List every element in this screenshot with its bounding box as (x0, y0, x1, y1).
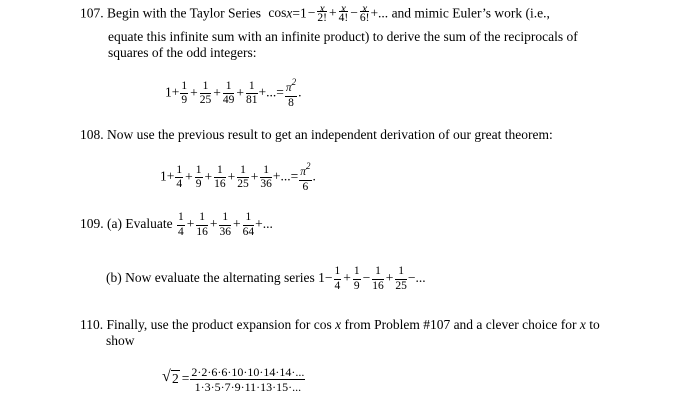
fraction-numerator: 1 (237, 165, 249, 179)
series-fraction (395, 266, 407, 292)
radicand: 2 (172, 370, 179, 386)
series-fraction (175, 165, 183, 191)
series-fraction (219, 212, 231, 238)
problem-109-a: 109. (a) Evaluate $\frac{1}{4}$ + $\frac{1}{16}$ + $\frac{1}{36}$ + $\frac{1}{64}$ +... (80, 211, 273, 238)
series-tail: +...= (258, 84, 284, 100)
problem-text-to: to (589, 317, 600, 332)
fraction-numerator: 1 (180, 81, 188, 95)
pi-symbol: π (285, 82, 292, 94)
series-fraction (195, 165, 203, 191)
series-tail: +... (255, 216, 273, 232)
fraction-numerator: 1 (177, 212, 185, 226)
fraction-numerator: 1 (200, 81, 212, 95)
fraction-denominator: 49 (222, 94, 235, 106)
result-denominator: 6 (302, 180, 309, 193)
taylor-denominator: 2! (317, 12, 327, 24)
taylor-numerator: x (317, 4, 327, 12)
problem-110-line1 (80, 318, 600, 332)
minus-sign: − (307, 5, 316, 21)
problem-number: 109. (80, 216, 104, 232)
fraction-denominator: 25 (395, 279, 407, 292)
series-fraction (353, 266, 361, 292)
exponent: 2 (306, 161, 311, 171)
pi-symbol: π (300, 166, 306, 178)
taylor-term-2 (317, 4, 327, 25)
odd-squares-series: 1+ $\frac{1}{9}$ + $\frac{1}{25}$ + $\frac{1}{49}$ + $\frac{1}{81}$ +...= $\frac{\pi^2}{8}$ . (165, 77, 302, 109)
series-fraction (237, 165, 249, 191)
series-fraction (223, 81, 235, 107)
series-fraction (214, 165, 226, 191)
fraction-numerator: 1 (243, 212, 255, 226)
equals-sign: = (181, 370, 190, 386)
problem-number: 107. (80, 5, 104, 21)
fraction-numerator: 1 (334, 266, 342, 280)
fraction-numerator: 1 (214, 165, 226, 179)
equals-sign: = (292, 5, 301, 21)
problem-text-after: and mimic Euler’s work (i.e., (391, 5, 550, 21)
fraction-denominator: 16 (214, 178, 226, 190)
series-tail: −... (407, 270, 426, 286)
fraction-denominator: 9 (353, 279, 360, 292)
problem-109-b: (b) Now evaluate the alternating series 1− $\frac{1}{4}$ + $\frac{1}{9}$ − $\frac{1}{16}$ + $\frac{1}{25}$ −... (106, 265, 426, 292)
fraction-numerator: 1 (175, 165, 183, 179)
series-end: . (298, 84, 302, 100)
fraction-numerator: 1 (353, 266, 361, 280)
fraction-numerator: 1 (372, 266, 384, 280)
fraction-denominator: 16 (196, 225, 208, 238)
series-end: . (312, 168, 316, 184)
fraction-numerator: 1 (223, 81, 235, 95)
taylor-numerator: x (360, 4, 370, 12)
problem-text: Begin with the Taylor Series (107, 5, 262, 21)
result-numerator (285, 78, 297, 97)
variable-x: x (335, 317, 342, 332)
series-fraction (180, 81, 188, 107)
result-numerator (299, 162, 311, 181)
series-fraction (260, 165, 272, 191)
fraction-numerator: 1 (260, 165, 272, 179)
series-fraction (177, 212, 185, 238)
fraction-numerator: 1 (195, 165, 203, 179)
fraction-denominator: 64 (242, 225, 255, 238)
radical-icon: √ (162, 367, 171, 385)
taylor-denominator: 6! (359, 12, 370, 24)
fraction-numerator: 1 (395, 266, 407, 280)
series-fraction (243, 212, 255, 238)
series-fraction (334, 266, 342, 292)
fraction-denominator: 4 (334, 279, 341, 292)
all-squares-series: 1+ $\frac{1}{4}$ + $\frac{1}{9}$ + $\frac{1}{16}$ + $\frac{1}{25}$ + $\frac{1}{36}$ +...= $\frac{\pi^2}{6}$ . (160, 161, 316, 193)
result-denominator: 8 (288, 96, 294, 109)
taylor-term-4 (339, 4, 349, 25)
fraction-numerator: 1 (246, 81, 258, 95)
series-lead: 1+ (160, 168, 175, 184)
series-fraction (200, 81, 212, 107)
problem-107-line1 (80, 4, 550, 25)
series-tail: +...= (272, 168, 299, 184)
fraction-denominator: 81 (246, 94, 258, 106)
taylor-ellipsis: +... (370, 5, 389, 21)
series-fraction (196, 212, 208, 238)
fraction-denominator: 4 (176, 178, 183, 190)
fraction-denominator: 16 (372, 279, 384, 292)
product-numerator: 2·2·6·6·10·10·14·14·... (191, 365, 305, 379)
fraction-denominator: 9 (181, 94, 188, 106)
problem-107-line2: equate this infinite sum with an infinite product) to derive the sum of the reciprocals of (108, 29, 578, 44)
fraction-denominator: 9 (195, 178, 202, 190)
fraction-denominator: 25 (199, 94, 212, 106)
part-a-label: (a) Evaluate (107, 216, 173, 232)
variable-x: x (579, 317, 586, 332)
taylor-numerator: x (339, 4, 349, 12)
minus-sign: − (350, 5, 358, 21)
problem-number: 108. (80, 127, 104, 142)
problem-108-line1 (80, 128, 553, 142)
taylor-term-6 (360, 4, 370, 25)
variable-x: x (286, 5, 293, 21)
product-fraction (190, 366, 305, 393)
fraction-denominator: 36 (219, 225, 231, 238)
fraction-denominator: 25 (237, 178, 249, 190)
problem-text: Finally, use the product expansion for cos (106, 317, 332, 332)
term-one: 1 (300, 5, 307, 21)
problem-107-line3: squares of the odd integers: (108, 45, 257, 60)
problem-text: Now use the previous result to get an independent derivation of our great theorem: (107, 127, 553, 142)
fraction-denominator: 36 (260, 178, 272, 190)
series-lead: 1− (318, 270, 333, 286)
problem-number: 110. (80, 317, 104, 332)
series-fraction (246, 81, 258, 107)
series-fraction (372, 266, 384, 292)
fraction-denominator: 4 (177, 225, 184, 238)
series-result (299, 162, 311, 193)
fraction-numerator: 1 (196, 212, 208, 226)
series-result (285, 78, 297, 109)
taylor-denominator: 4! (338, 12, 349, 24)
problem-text-mid: from Problem #107 and a clever choice for (344, 317, 577, 332)
plus-sign: + (329, 5, 337, 21)
part-b-label: (b) Now evaluate the alternating series (106, 270, 315, 286)
cos-label: cos (268, 5, 287, 21)
product-denominator: 1·3·5·7·9·11·13·15·... (194, 380, 302, 394)
fraction-numerator: 1 (219, 212, 231, 226)
exponent: 2 (291, 77, 297, 87)
problem-110-line2: show (106, 333, 135, 348)
sqrt2-product-formula (162, 366, 306, 393)
series-lead: 1+ (165, 84, 180, 100)
square-root (162, 367, 180, 386)
